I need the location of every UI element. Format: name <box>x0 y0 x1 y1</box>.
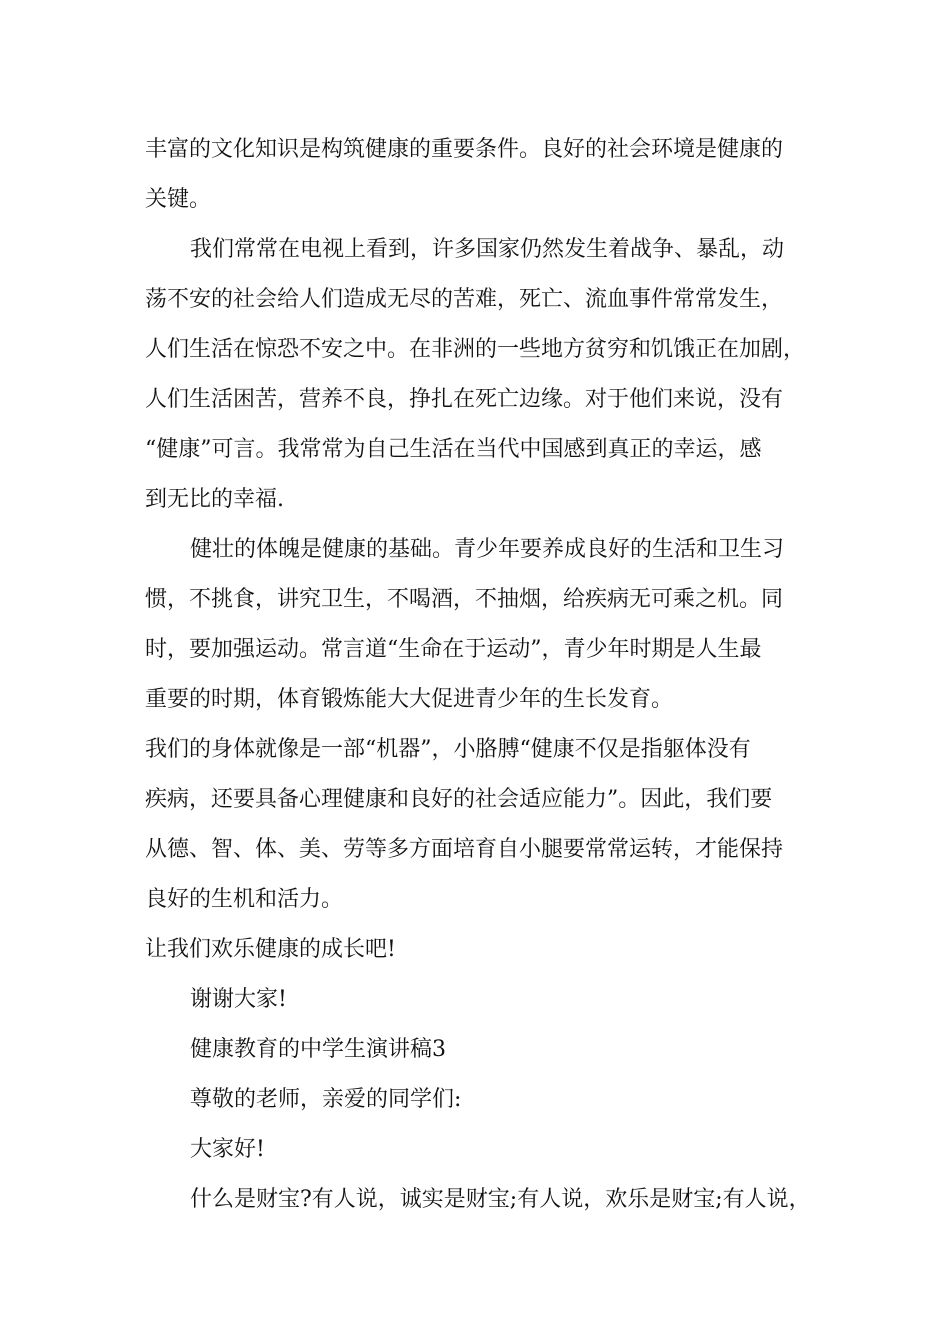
text-line: 荡不安的社会给人们造成无尽的苦难，死亡、流血事件常常发生， <box>145 287 784 312</box>
text-line: 疾病，还要具备心理健康和良好的社会适应能力”。因此，我们要 <box>145 787 773 812</box>
text-line: 谢谢大家! <box>190 987 287 1012</box>
text-line: 我们的身体就像是一部“机器”，小胳膊“健康不仅是指躯体没有 <box>145 737 751 762</box>
text-line: 惯，不挑食，讲究卫生，不喝酒，不抽烟，给疾病无可乘之机。同 <box>145 587 784 612</box>
text-line: 我们常常在电视上看到，许多国家仍然发生着战争、暴乱，动 <box>190 237 785 262</box>
text-line: “健康”可言。我常常为自己生活在当代中国感到真正的幸运，感 <box>145 437 762 462</box>
greeting: 大家好! <box>190 1137 265 1162</box>
text-line: 人们生活在惊恐不安之中。在非洲的一些地方贫穷和饥饿正在加剧， <box>145 337 806 362</box>
text-line: 时，要加强运动。常言道“生命在于运动”，青少年时期是人生最 <box>145 637 762 662</box>
text-line: 到无比的幸福. <box>145 487 284 512</box>
text-line: 人们生活困苦，营养不良，挣扎在死亡边缘。对于他们来说，没有 <box>145 387 784 412</box>
text-line: 让我们欢乐健康的成长吧! <box>145 937 396 962</box>
text-line: 丰富的文化知识是构筑健康的重要条件。良好的社会环境是健康的 <box>145 137 784 162</box>
text-line: 良好的生机和活力。 <box>145 887 344 912</box>
text-line: 重要的时期，体育锻炼能大大促进青少年的生长发育。 <box>145 687 674 712</box>
text-line: 关键。 <box>145 187 212 212</box>
salutation: 尊敬的老师，亲爱的同学们: <box>190 1087 462 1112</box>
text-line: 从德、智、体、美、劳等多方面培育自小腿要常常运转，才能保持 <box>145 837 784 862</box>
text-line: 健壮的体魄是健康的基础。青少年要养成良好的生活和卫生习 <box>190 537 785 562</box>
text-line: 什么是财宝?有人说，诚实是财宝;有人说，欢乐是财宝;有人说， <box>190 1187 811 1212</box>
section-heading: 健康教育的中学生演讲稿3 <box>190 1037 446 1062</box>
